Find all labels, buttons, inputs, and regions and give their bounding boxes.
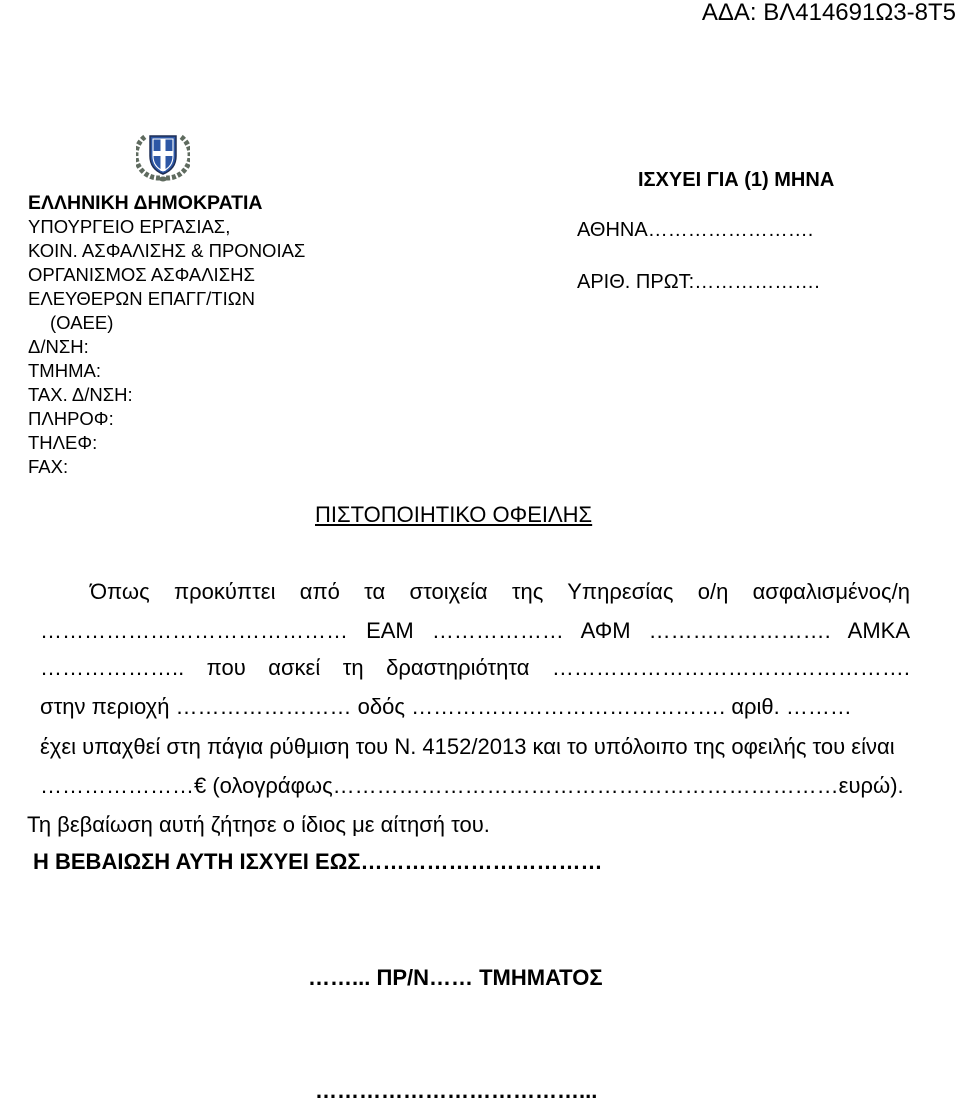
issuer-country: ΕΛΛΗΝΙΚΗ ΔΗΜΟΚΡΑΤΙΑ xyxy=(28,192,263,214)
body-line-1: Όπως προκύπτει από τα στοιχεία της Υπηρεσίας ο/η ασφαλισμένος/η xyxy=(90,579,910,604)
fax-label: FAX: xyxy=(28,456,69,477)
phone-label: ΤΗΛΕΦ: xyxy=(28,432,98,453)
validity-until-line: Η ΒΕΒΑΙΩΣΗ ΑΥΤΗ ΙΣΧΥΕΙ ΕΩΣ…………………………… xyxy=(33,849,603,874)
signature-name-line: ………………………………... xyxy=(315,1078,598,1103)
issuer-organization-abbr: (ΟΑΕΕ) xyxy=(50,312,114,333)
emblem-cross-horizontal xyxy=(153,151,173,156)
issuer-organization-line2: ΕΛΕΥΘΕΡΩΝ ΕΠΑΓΓ/ΤΙΩΝ xyxy=(28,288,255,309)
directorate-label: Δ/ΝΣΗ: xyxy=(28,336,89,357)
issuer-ministry-line2: ΚΟΙΝ. ΑΣΦΑΛΙΣΗΣ & ΠΡΟΝΟΙΑΣ xyxy=(28,240,306,261)
body-line-5: έχει υπαχθεί στη πάγια ρύθμιση του Ν. 4152/2013 και το υπόλοιπο της οφειλής του είναι xyxy=(40,734,895,759)
signature-role: ……... ΠΡ/Ν…… ΤΜΗΜΑΤΟΣ xyxy=(308,965,603,990)
body-line-7: Τη βεβαίωση αυτή ζήτησε ο ίδιος με αίτησή του. xyxy=(27,812,490,837)
info-label: ΠΛΗΡΟΦ: xyxy=(28,408,114,429)
body-line-3: ……………….. που ασκεί τη δραστηριότητα …………………………………………. xyxy=(40,655,910,680)
laurel-ribbon xyxy=(159,177,167,182)
body-line-6: …………………€ (ολογράφως……………………………………………………………ευρώ). xyxy=(40,773,904,798)
validity-note: ΙΣΧΥΕΙ ΓΙΑ (1) ΜΗΝΑ xyxy=(638,169,835,191)
ada-code: ΑΔΑ: ΒΛ414691Ω3-8Τ5 xyxy=(701,0,956,26)
body-line-4: στην περιοχή …………………… οδός ……………………………………. αριθ. ……… xyxy=(40,694,852,719)
document-title: ΠΙΣΤΟΠΟΙΗΤΙΚΟ ΟΦΕΙΛΗΣ xyxy=(315,502,593,527)
greek-coat-of-arms-icon xyxy=(136,120,190,184)
department-label: ΤΜΗΜΑ: xyxy=(28,360,101,381)
issuer-header xyxy=(28,191,305,479)
postal-address-label: ΤΑΧ. Δ/ΝΣΗ: xyxy=(28,384,133,405)
place-date-field: ΑΘΗΝΑ……………………. xyxy=(577,219,814,241)
issuer-organization-line1: ΟΡΓΑΝΙΣΜΟΣ ΑΣΦΑΛΙΣΗΣ xyxy=(28,264,255,285)
body-line-2: …………………………………… ΕΑΜ ……………… ΑΦΜ ……………………. ΑΜΚΑ xyxy=(40,618,910,643)
protocol-number-field: ΑΡΙΘ. ΠΡΩΤ:………………. xyxy=(577,271,820,293)
issuer-ministry-line1: ΥΠΟΥΡΓΕΙΟ ΕΡΓΑΣΙΑΣ, xyxy=(28,216,231,237)
